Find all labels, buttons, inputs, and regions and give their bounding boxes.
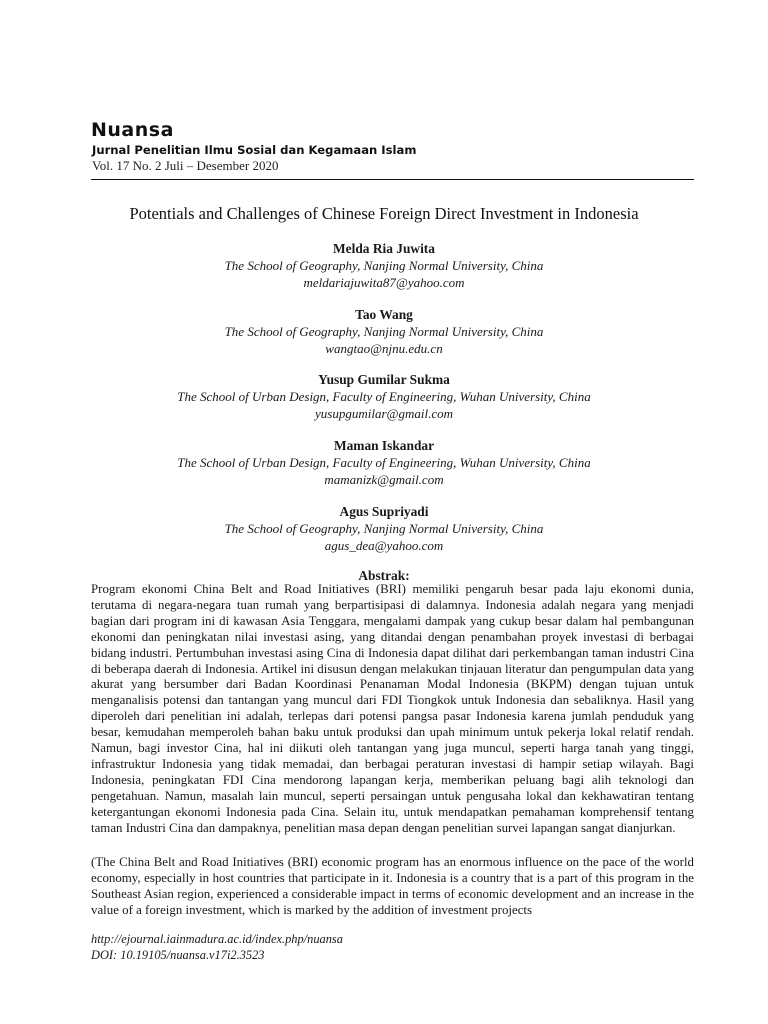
author-affiliation: The School of Urban Design, Faculty of Engineering, Wuhan University, China <box>177 455 591 470</box>
author-email[interactable]: yusupgumilar@gmail.com <box>315 406 453 421</box>
author-name: Yusup Gumilar Sukma <box>318 372 450 387</box>
author-email[interactable]: mamanizk@gmail.com <box>324 472 444 487</box>
abstract-english: (The China Belt and Road Initiatives (BRI) economic program has an enormous influence on the pace of the world economy, especially in host countries that participate in it. Indonesia is a country that is a part of this program in the Southeast Asian region, experienced a considerable impact in terms of economic development and an increase in the value of a foreign investment, which is marked by the addition of investment projects <box>91 855 694 917</box>
footer <box>91 932 343 963</box>
author-block <box>60 371 708 422</box>
author-name: Melda Ria Juwita <box>333 241 435 256</box>
author-email[interactable]: wangtao@njnu.edu.cn <box>325 341 443 356</box>
author-affiliation: The School of Geography, Nanjing Normal University, China <box>224 521 544 536</box>
author-email[interactable]: meldariajuwita87@yahoo.com <box>303 275 465 290</box>
author-block <box>60 503 708 554</box>
author-name: Maman Iskandar <box>333 438 435 453</box>
author-name: Agus Supriyadi <box>339 504 429 519</box>
author-block <box>60 240 708 291</box>
journal-name: Nuansa <box>91 119 174 141</box>
journal-url-link[interactable]: http://ejournal.iainmadura.ac.id/index.php/nuansa <box>91 932 343 946</box>
paper-title: Potentials and Challenges of Chinese Foreign Direct Investment in Indonesia <box>129 204 639 223</box>
author-affiliation: The School of Geography, Nanjing Normal University, China <box>224 324 544 339</box>
author-block <box>60 437 708 488</box>
author-block <box>60 306 708 357</box>
author-email[interactable]: agus_dea@yahoo.com <box>324 538 444 553</box>
author-affiliation: The School of Geography, Nanjing Normal University, China <box>224 258 544 273</box>
journal-volume: Vol. 17 No. 2 Juli – Desember 2020 <box>92 158 279 173</box>
author-affiliation: The School of Urban Design, Faculty of Engineering, Wuhan University, China <box>177 389 591 404</box>
abstract-heading: Abstrak: <box>358 568 410 583</box>
header-divider <box>91 179 694 180</box>
author-name: Tao Wang <box>355 307 413 322</box>
journal-subtitle: Jurnal Penelitian Ilmu Sosial dan Kegamaan Islam <box>92 143 417 157</box>
abstract-indonesian: Program ekonomi China Belt and Road Initiatives (BRI) memiliki pengaruh besar pada laju ekonomi dunia, terutama di negara-negara tuan rumah yang berpartisipasi di dalamnya. Indonesia adalah negara yang menjadi bagian dari program ini di kawasan Asia Tenggara, mengalami dampak yang cukup besar dalam hal pembangunan ekonomi dan peningkatan nilai investasi asing, yang ditandai dengan penambahan proyek investasi di berbagai bidang industri. Pertumbuhan investasi asing Cina di Indonesia dapat dilihat dari perkembangan taman industri Cina di beberapa daerah di Indonesia. Artikel ini disusun dengan melakukan tinjauan literatur dan pengumpulan data yang akurat yang bersumber dari Badan Koordinasi Penanaman Modal Indonesia (BKPM) dengan tujuan untuk menganalisis potensi dan tantangan yang muncul dari FDI Tiongkok untuk Indonesia dan sebaliknya. Hasil yang diperoleh dari penelitian ini adalah, terlepas dari potensi pangsa pasar Indonesia karena jumlah penduduk yang besar, kemudahan memperoleh bahan baku untuk produksi dan upah minimum untuk pekerja lokal relatif rendah. Namun, bagi investor Cina, hal ini diikuti oleh tantangan yang juga muncul, seperti harga tanah yang tinggi, infrastruktur Indonesia yang tidak memadai, dan berbagai peraturan investasi di hampir setiap wilayah. Bagi Indonesia, peningkatan FDI Cina mendorong lapangan kerja, memberikan peluang bagi alih teknologi dan pengetahuan. Namun, masalah lain muncul, seperti persaingan untuk pengusaha lokal dan kekhawatiran tentang ketergantungan ekonomi Indonesia pada Cina. Selain itu, untuk mendapatkan pemahaman komprehensif tentang taman Industri Cina dan dampaknya, penelitian masa depan dengan penelitian survei lapangan sangat dianjurkan. <box>91 582 694 835</box>
doi-text: DOI: 10.19105/nuansa.v17i2.3523 <box>91 947 265 962</box>
